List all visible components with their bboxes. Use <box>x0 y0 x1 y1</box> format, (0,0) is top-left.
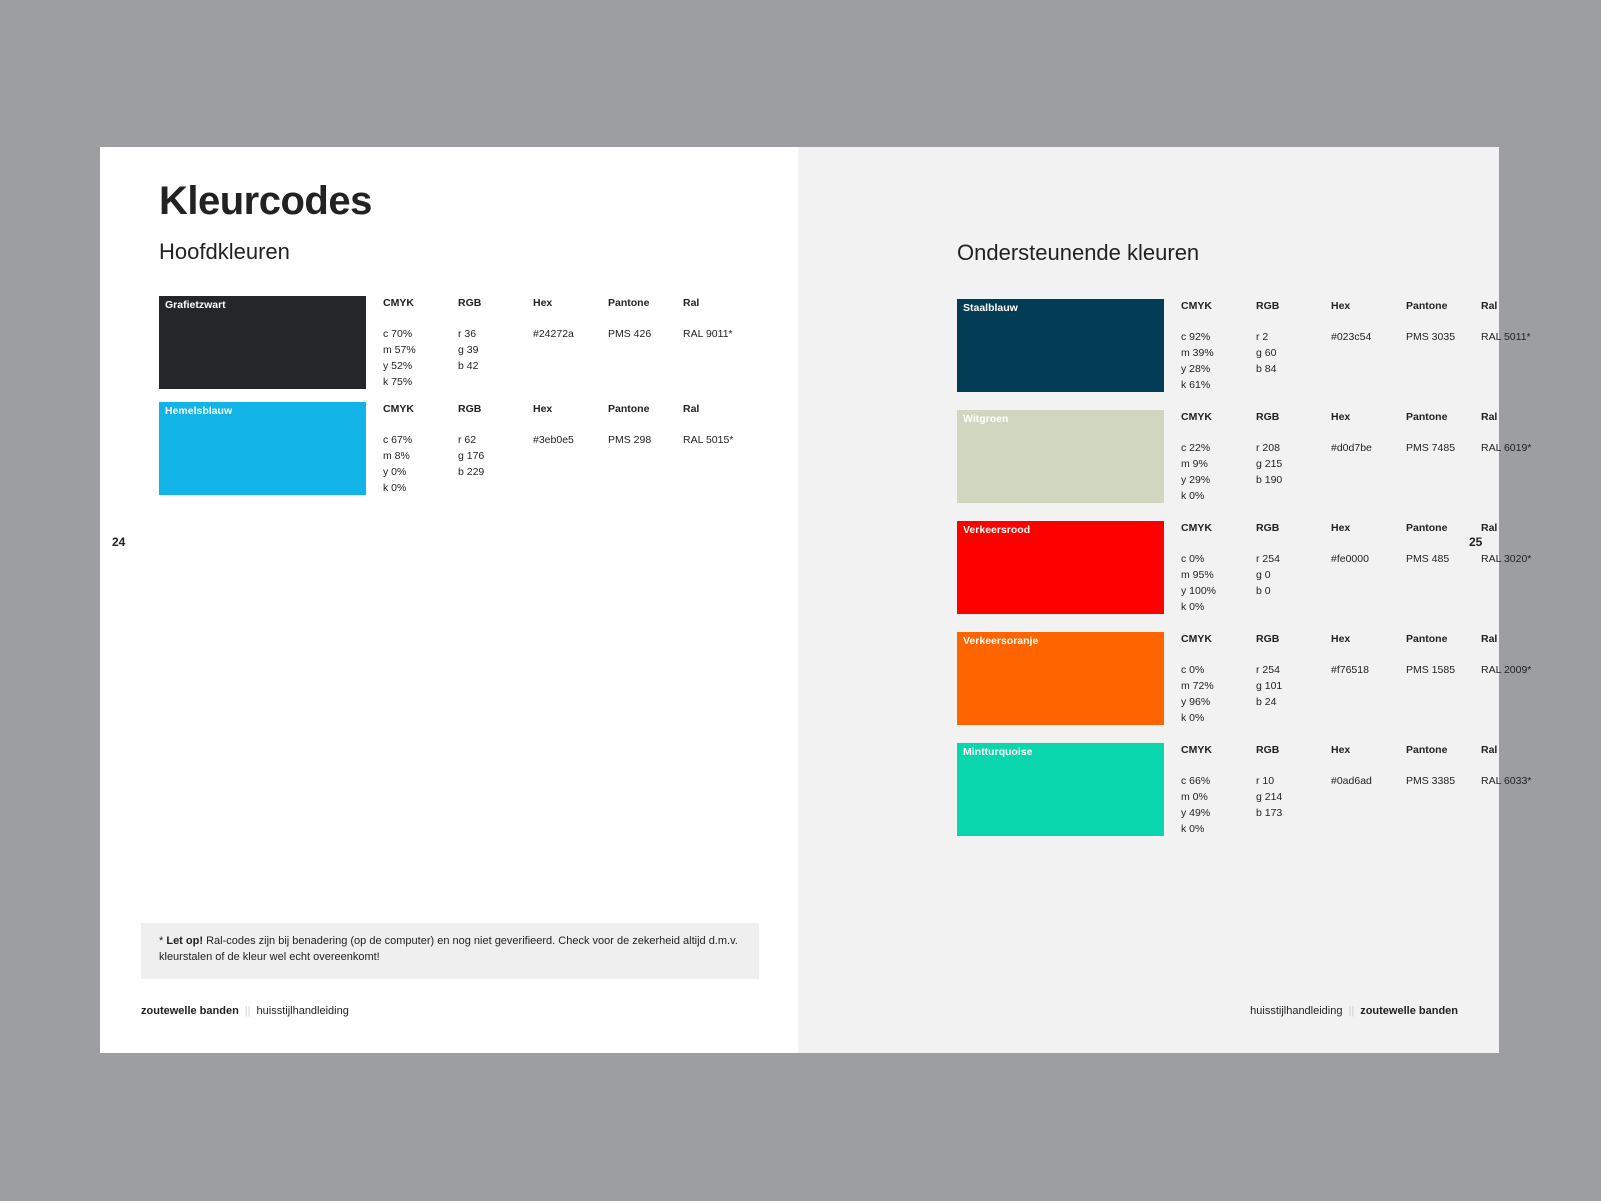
rgb-value: r 254 <box>1256 553 1280 565</box>
color-name: Grafietzwart <box>165 299 226 311</box>
cmyk-value: m 0% <box>1181 791 1208 803</box>
hex-column <box>1331 299 1371 345</box>
cmyk-value: c 0% <box>1181 553 1205 565</box>
rgb-column <box>458 402 484 480</box>
ral-value: RAL 5015* <box>683 434 734 446</box>
ral-header: Ral <box>1481 300 1498 312</box>
ral-values <box>683 432 733 448</box>
cmyk-value: y 100% <box>1181 585 1217 597</box>
rgb-value: b 229 <box>458 466 485 478</box>
footer-separator: || <box>1348 1005 1355 1017</box>
rgb-column <box>1256 632 1282 710</box>
pantone-values <box>1406 329 1455 345</box>
color-row <box>159 402 749 496</box>
rgb-header: RGB <box>458 403 482 415</box>
rgb-value: b 0 <box>1256 585 1271 597</box>
cmyk-value: y 52% <box>383 360 413 372</box>
hex-value: #3eb0e5 <box>533 434 574 446</box>
rgb-value: b 42 <box>458 360 479 372</box>
cmyk-values <box>383 432 414 496</box>
pantone-values <box>1406 440 1455 456</box>
cmyk-header: CMYK <box>1181 411 1212 423</box>
rgb-values <box>1256 662 1282 710</box>
rgb-header: RGB <box>458 297 482 309</box>
cmyk-header: CMYK <box>1181 633 1212 645</box>
cmyk-value: m 8% <box>383 450 410 462</box>
pantone-header: Pantone <box>1406 633 1448 645</box>
hex-header: Hex <box>1331 744 1351 756</box>
color-name: Staalblauw <box>963 302 1018 314</box>
footer-left <box>141 1005 349 1017</box>
rgb-values <box>1256 773 1282 821</box>
cmyk-value: k 0% <box>1181 823 1205 835</box>
hex-column <box>533 296 574 342</box>
hex-values <box>1331 440 1372 456</box>
cmyk-column <box>383 296 416 390</box>
cmyk-value: m 95% <box>1181 569 1214 581</box>
color-swatch <box>957 743 1164 836</box>
pantone-value: PMS 7485 <box>1406 442 1456 454</box>
cmyk-value: y 28% <box>1181 363 1211 375</box>
hex-values <box>1331 662 1369 678</box>
rgb-values <box>458 326 481 374</box>
rgb-value: g 39 <box>458 344 479 356</box>
ral-value: RAL 2009* <box>1481 664 1532 676</box>
color-row <box>957 632 1547 726</box>
rgb-value: r 254 <box>1256 664 1280 676</box>
ral-column <box>1481 410 1531 456</box>
rgb-value: b 190 <box>1256 474 1283 486</box>
pantone-value: PMS 1585 <box>1406 664 1456 676</box>
pantone-values <box>608 326 651 342</box>
ral-value: RAL 3020* <box>1481 553 1532 565</box>
cmyk-value: c 66% <box>1181 775 1211 787</box>
color-swatch <box>957 632 1164 725</box>
footer-brand: zoutewelle banden <box>1360 1005 1458 1017</box>
rgb-column <box>458 296 481 374</box>
cmyk-value: y 96% <box>1181 696 1211 708</box>
ral-value: RAL 6019* <box>1481 442 1532 454</box>
cmyk-values <box>1181 329 1214 393</box>
ral-header: Ral <box>1481 522 1498 534</box>
hex-values <box>1331 551 1369 567</box>
cmyk-value: y 0% <box>383 466 407 478</box>
ral-values <box>1481 551 1531 567</box>
pantone-header: Pantone <box>608 297 650 309</box>
pantone-column <box>1406 743 1455 789</box>
rgb-value: b 84 <box>1256 363 1277 375</box>
cmyk-value: c 92% <box>1181 331 1211 343</box>
ral-column <box>1481 632 1531 678</box>
pantone-value: PMS 485 <box>1406 553 1450 565</box>
ral-values <box>1481 329 1531 345</box>
rgb-column <box>1256 521 1280 599</box>
cmyk-value: k 61% <box>1181 379 1211 391</box>
pantone-values <box>608 432 651 448</box>
rgb-value: g 215 <box>1256 458 1283 470</box>
pantone-value: PMS 298 <box>608 434 652 446</box>
hex-value: #24272a <box>533 328 574 340</box>
rgb-column <box>1256 299 1279 377</box>
cmyk-value: k 75% <box>383 376 413 388</box>
pantone-value: PMS 3035 <box>1406 331 1456 343</box>
rgb-values <box>1256 440 1282 488</box>
ral-values <box>1481 773 1531 789</box>
rgb-header: RGB <box>1256 411 1280 423</box>
hex-header: Hex <box>533 297 553 309</box>
pantone-values <box>1406 662 1455 678</box>
cmyk-header: CMYK <box>383 403 414 415</box>
hex-value: #fe0000 <box>1331 553 1369 565</box>
ral-column <box>1481 521 1531 567</box>
rgb-column <box>1256 743 1282 821</box>
rgb-value: r 62 <box>458 434 477 446</box>
rgb-header: RGB <box>1256 744 1280 756</box>
ral-value: RAL 9011* <box>683 328 733 340</box>
cmyk-value: c 67% <box>383 434 413 446</box>
pantone-column <box>1406 521 1449 567</box>
pantone-column <box>608 402 651 448</box>
rgb-values <box>1256 551 1280 599</box>
hex-column <box>1331 632 1369 678</box>
ral-values <box>683 326 733 342</box>
cmyk-value: c 0% <box>1181 664 1205 676</box>
color-swatch <box>159 296 366 389</box>
hex-value: #f76518 <box>1331 664 1369 676</box>
cmyk-value: y 49% <box>1181 807 1211 819</box>
pantone-header: Pantone <box>1406 300 1448 312</box>
color-name: Verkeersoranje <box>963 635 1039 647</box>
ral-value: RAL 6033* <box>1481 775 1532 787</box>
page-number: 24 <box>112 535 126 549</box>
hex-value: #d0d7be <box>1331 442 1372 454</box>
rgb-value: g 0 <box>1256 569 1271 581</box>
rgb-values <box>1256 329 1279 377</box>
cmyk-column <box>383 402 414 496</box>
cmyk-value: c 22% <box>1181 442 1211 454</box>
color-row <box>957 299 1547 393</box>
rgb-value: r 2 <box>1256 331 1269 343</box>
footer-brand: zoutewelle banden <box>141 1005 239 1017</box>
cmyk-value: k 0% <box>1181 490 1205 502</box>
hex-column <box>1331 410 1372 456</box>
pantone-column <box>1406 632 1455 678</box>
color-name: Witgroen <box>963 413 1009 425</box>
cmyk-column <box>1181 632 1214 726</box>
cmyk-column <box>1181 743 1212 837</box>
color-row <box>957 410 1547 504</box>
rgb-value: b 173 <box>1256 807 1283 819</box>
color-swatch <box>159 402 366 495</box>
cmyk-values <box>383 326 416 390</box>
cmyk-column <box>1181 299 1214 393</box>
color-swatch <box>957 521 1164 614</box>
cmyk-column <box>1181 521 1216 615</box>
cmyk-value: y 29% <box>1181 474 1211 486</box>
color-name: Verkeersrood <box>963 524 1031 536</box>
color-row <box>159 296 749 390</box>
color-swatch <box>957 299 1164 392</box>
rgb-value: r 10 <box>1256 775 1275 787</box>
color-row <box>957 743 1547 837</box>
hex-values <box>533 326 574 342</box>
rgb-value: g 60 <box>1256 347 1277 359</box>
brochure-spread <box>100 147 1532 1053</box>
cmyk-header: CMYK <box>1181 300 1212 312</box>
pantone-value: PMS 426 <box>608 328 652 340</box>
pantone-header: Pantone <box>608 403 650 415</box>
pantone-column <box>608 296 651 342</box>
footer-doc-title: huisstijlhandleiding <box>256 1005 349 1017</box>
rgb-value: g 101 <box>1256 680 1283 692</box>
ral-values <box>1481 440 1531 456</box>
cmyk-value: k 0% <box>1181 712 1205 724</box>
cmyk-header: CMYK <box>1181 522 1212 534</box>
hex-value: #0ad6ad <box>1331 775 1372 787</box>
section-title-supporting-colors: Ondersteunende kleuren <box>957 240 1200 265</box>
pantone-column <box>1406 410 1455 456</box>
rgb-value: b 24 <box>1256 696 1277 708</box>
rgb-value: r 36 <box>458 328 477 340</box>
pantone-header: Pantone <box>1406 522 1448 534</box>
pantone-values <box>1406 551 1449 567</box>
rgb-value: g 176 <box>458 450 485 462</box>
pantone-header: Pantone <box>1406 744 1448 756</box>
pantone-values <box>1406 773 1455 789</box>
cmyk-values <box>1181 440 1212 504</box>
hex-values <box>533 432 574 448</box>
rgb-header: RGB <box>1256 522 1280 534</box>
footer-separator: || <box>244 1005 251 1017</box>
cmyk-values <box>1181 662 1214 726</box>
cmyk-value: k 0% <box>1181 601 1205 613</box>
hex-header: Hex <box>1331 411 1351 423</box>
ral-column <box>1481 743 1531 789</box>
section-title-main-colors: Hoofdkleuren <box>159 239 290 264</box>
cmyk-value: m 39% <box>1181 347 1214 359</box>
ral-header: Ral <box>1481 411 1498 423</box>
footer-doc-title: huisstijlhandleiding <box>1250 1005 1343 1017</box>
hex-column <box>533 402 574 448</box>
cmyk-value: m 72% <box>1181 680 1214 692</box>
page-number: 25 <box>1469 535 1483 549</box>
rgb-values <box>458 432 484 480</box>
note-star: * <box>159 935 167 947</box>
hex-header: Hex <box>533 403 553 415</box>
rgb-header: RGB <box>1256 633 1280 645</box>
note-text: Ral-codes zijn bij benadering (op de computer) en nog niet geverifieerd. Check voor de zekerheid altijd d.m.v. kleurstalen of de kleur wel echt overeenkomt! <box>159 935 738 963</box>
hex-values <box>1331 773 1372 789</box>
cmyk-value: m 9% <box>1181 458 1208 470</box>
page-right <box>798 147 1532 1053</box>
rgb-value: r 208 <box>1256 442 1280 454</box>
cmyk-column <box>1181 410 1212 504</box>
ral-column <box>683 402 733 448</box>
page-title: Kleurcodes <box>159 179 372 223</box>
ral-column <box>1481 299 1531 345</box>
ral-column <box>683 296 733 342</box>
cmyk-value: m 57% <box>383 344 416 356</box>
cmyk-header: CMYK <box>1181 744 1212 756</box>
cmyk-values <box>1181 551 1216 615</box>
rgb-value: g 214 <box>1256 791 1283 803</box>
ral-values <box>1481 662 1531 678</box>
ral-header: Ral <box>1481 744 1498 756</box>
hex-header: Hex <box>1331 633 1351 645</box>
color-name: Hemelsblauw <box>165 405 233 417</box>
hex-header: Hex <box>1331 522 1351 534</box>
pantone-value: PMS 3385 <box>1406 775 1456 787</box>
color-row <box>957 521 1547 615</box>
pantone-header: Pantone <box>1406 411 1448 423</box>
cmyk-value: k 0% <box>383 482 407 494</box>
cmyk-value: c 70% <box>383 328 413 340</box>
ral-disclaimer-note <box>141 923 759 979</box>
note-lead: Let op! <box>166 935 204 947</box>
ral-header: Ral <box>683 403 700 415</box>
rgb-header: RGB <box>1256 300 1280 312</box>
ral-value: RAL 5011* <box>1481 331 1531 343</box>
footer-right <box>1250 1005 1458 1017</box>
hex-column <box>1331 743 1372 789</box>
hex-value: #023c54 <box>1331 331 1372 343</box>
ral-header: Ral <box>683 297 700 309</box>
pantone-column <box>1406 299 1455 345</box>
ral-header: Ral <box>1481 633 1498 645</box>
color-swatch <box>957 410 1164 503</box>
hex-header: Hex <box>1331 300 1351 312</box>
hex-values <box>1331 329 1371 345</box>
cmyk-values <box>1181 773 1212 837</box>
page-left <box>100 147 798 1053</box>
cmyk-header: CMYK <box>383 297 414 309</box>
rgb-column <box>1256 410 1282 488</box>
hex-column <box>1331 521 1369 567</box>
color-name: Mintturquoise <box>963 746 1033 758</box>
